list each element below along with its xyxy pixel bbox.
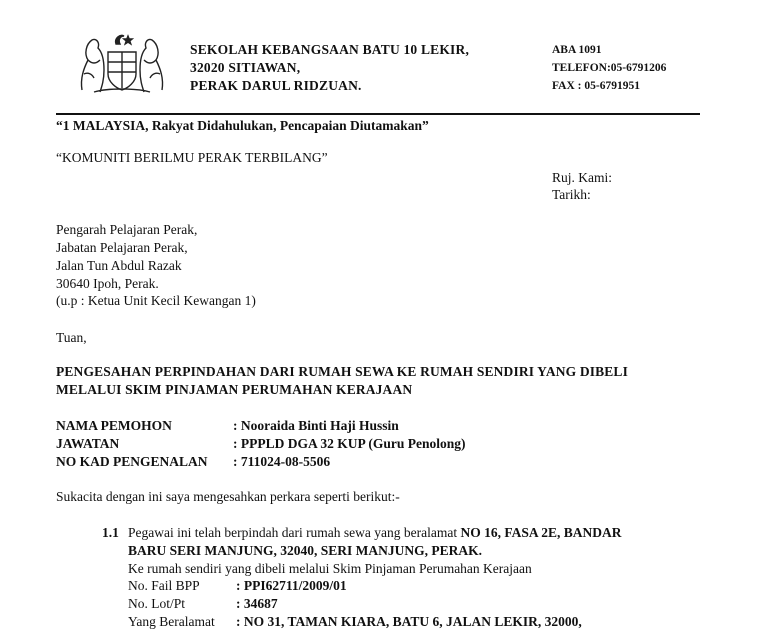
school-name-line2: 32020 SITIAWAN, — [190, 60, 301, 75]
lot-no-label: No. Lot/Pt — [128, 596, 186, 611]
recipient-line: Jabatan Pelajaran Perak, — [56, 240, 188, 255]
applicant-name-label: NAMA PEMOHON — [56, 418, 172, 433]
position-label: JAWATAN — [56, 436, 120, 451]
old-address-b: BARU SERI MANJUNG, 32040, SERI MANJUNG, PERAK. — [128, 543, 483, 558]
recipient-line: Jalan Tun Abdul Razak — [56, 258, 182, 273]
salutation: Tuan, — [56, 330, 87, 345]
header-divider — [56, 113, 700, 115]
our-reference: Ruj. Kami: — [552, 170, 612, 185]
old-address-a: NO 16, FASA 2E, BANDAR — [460, 525, 622, 540]
subject-line2: MELALUI SKIM PINJAMAN PERUMAHAN KERAJAAN — [56, 382, 413, 397]
ic-number-value: : 711024-08-5506 — [233, 454, 331, 469]
recipient-line: 30640 Ipoh, Perak. — [56, 276, 159, 291]
school-name-line1: SEKOLAH KEBANGSAAN BATU 10 LEKIR, — [190, 42, 470, 57]
file-no-value: : PPI62711/2009/01 — [236, 578, 347, 593]
item-text-line1 — [128, 525, 622, 541]
item-number: 1.1 — [102, 525, 119, 540]
applicant-name-value: : Nooraida Binti Haji Hussin — [233, 418, 399, 433]
item-text-b: Ke rumah sendiri yang dibeli melalui Skim Pinjaman Perumahan Kerajaan — [128, 561, 532, 576]
slogan-perak: “KOMUNITI BERILMU PERAK TERBILANG” — [56, 150, 328, 165]
file-no-label: No. Fail BPP — [128, 578, 200, 593]
coat-of-arms-icon — [74, 30, 170, 96]
school-phone: TELEFON:05-6791206 — [552, 62, 667, 74]
new-address-label: Yang Beralamat — [128, 614, 215, 629]
school-code: ABA 1091 — [552, 44, 602, 56]
ic-number-label: NO KAD PENGENALAN — [56, 454, 208, 469]
intro-text: Sukacita dengan ini saya mengesahkan perkara seperti berikut:- — [56, 489, 400, 504]
position-value: : PPPLD DGA 32 KUP (Guru Penolong) — [233, 436, 466, 451]
letter-date: Tarikh: — [552, 187, 591, 202]
recipient-line: Pengarah Pelajaran Perak, — [56, 222, 198, 237]
school-name-line3: PERAK DARUL RIDZUAN. — [190, 78, 362, 93]
subject-line1: PENGESAHAN PERPINDAHAN DARI RUMAH SEWA KE RUMAH SENDIRI YANG DIBELI — [56, 364, 628, 379]
new-address-value: : NO 31, TAMAN KIARA, BATU 6, JALAN LEKIR, 32000, — [236, 614, 582, 629]
slogan-1malaysia: “1 MALAYSIA, Rakyat Didahulukan, Pencapaian Diutamakan” — [56, 118, 429, 133]
item-text-a: Pegawai ini telah berpindah dari rumah sewa yang beralamat — [128, 525, 461, 540]
recipient-attention: (u.p : Ketua Unit Kecil Kewangan 1) — [56, 293, 256, 308]
lot-no-value: : 34687 — [236, 596, 278, 611]
school-fax: FAX : 05-6791951 — [552, 80, 640, 92]
